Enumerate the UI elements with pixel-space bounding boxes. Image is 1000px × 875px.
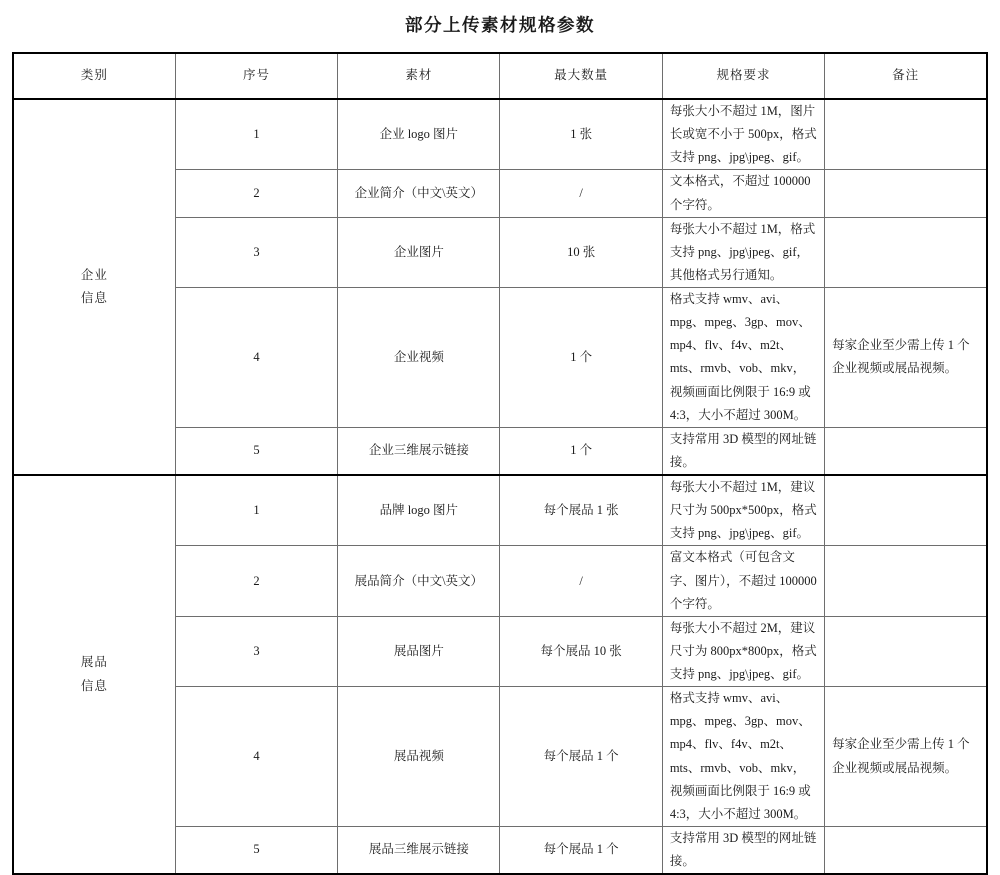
- row-index: 2: [175, 546, 337, 616]
- remarks: 每家企业至少需上传 1 个企业视频或展品视频。: [825, 687, 987, 827]
- spec-requirement: 支持常用 3D 模型的网址链接。: [662, 826, 824, 874]
- material-name: 展品简介（中文\英文）: [338, 546, 500, 616]
- material-name: 品牌 logo 图片: [338, 475, 500, 546]
- remarks: [825, 616, 987, 686]
- material-name: 企业图片: [338, 217, 500, 287]
- max-quantity: 1 个: [500, 288, 662, 428]
- remarks: 每家企业至少需上传 1 个企业视频或展品视频。: [825, 288, 987, 428]
- remarks: [825, 99, 987, 170]
- remarks: [825, 170, 987, 217]
- row-index: 1: [175, 99, 337, 170]
- spec-requirement: 每张大小不超过 1M，建议尺寸为 500px*500px，格式支持 png、jpg\jpeg、gif。: [662, 475, 824, 546]
- max-quantity: /: [500, 170, 662, 217]
- page-title: 部分上传素材规格参数: [405, 15, 595, 35]
- column-header-index: 序号: [175, 53, 337, 99]
- spec-requirement: 每张大小不超过 1M，图片长或宽不小于 500px，格式支持 png、jpg\jpeg、gif。: [662, 99, 824, 170]
- max-quantity: 每个展品 10 张: [500, 616, 662, 686]
- material-name: 展品三维展示链接: [338, 826, 500, 874]
- spec-requirement: 富文本格式（可包含文字、图片），不超过 100000 个字符。: [662, 546, 824, 616]
- material-name: 展品视频: [338, 687, 500, 827]
- row-index: 3: [175, 616, 337, 686]
- table-row: [13, 475, 987, 546]
- column-header-spec-requirement: 规格要求: [662, 53, 824, 99]
- category-label-line2: 信息: [80, 291, 108, 305]
- remarks: [825, 475, 987, 546]
- row-index: 3: [175, 217, 337, 287]
- material-name: 企业三维展示链接: [338, 427, 500, 475]
- category-cell-enterprise: [13, 99, 175, 475]
- remarks: [825, 546, 987, 616]
- spec-requirement: 格式支持 wmv、avi、mpg、mpeg、3gp、mov、mp4、flv、f4v、m2t、mts、rmvb、vob、mkv，视频画面比例限于 16:9 或 4:3，大小不超过 300M。: [662, 288, 824, 428]
- table-row: [13, 99, 987, 170]
- material-name: 企业简介（中文\英文）: [338, 170, 500, 217]
- spec-requirement: 每张大小不超过 1M，格式支持 png、jpg\jpeg、gif，其他格式另行通知。: [662, 217, 824, 287]
- spec-requirement: 格式支持 wmv、avi、mpg、mpeg、3gp、mov、mp4、flv、f4v、m2t、mts、rmvb、vob、mkv，视频画面比例限于 16:9 或 4:3，大小不超过 300M。: [662, 687, 824, 827]
- category-label-line1: 企业: [80, 267, 108, 282]
- column-header-max-quantity: 最大数量: [500, 53, 662, 99]
- category-cell-exhibit: [13, 475, 175, 874]
- header-row: [13, 53, 987, 99]
- remarks: [825, 217, 987, 287]
- spec-requirement: 支持常用 3D 模型的网址链接。: [662, 427, 824, 475]
- column-header-material: 素材: [338, 53, 500, 99]
- max-quantity: 每个展品 1 个: [500, 826, 662, 874]
- category-label-line2: 信息: [80, 678, 108, 693]
- table-header: [13, 53, 987, 99]
- table-body: [13, 99, 987, 874]
- row-index: 4: [175, 687, 337, 827]
- max-quantity: 每个展品 1 张: [500, 475, 662, 546]
- max-quantity: /: [500, 546, 662, 616]
- material-name: 企业视频: [338, 288, 500, 428]
- max-quantity: 10 张: [500, 217, 662, 287]
- column-header-remarks: 备注: [825, 53, 987, 99]
- row-index: 5: [175, 427, 337, 475]
- row-index: 1: [175, 475, 337, 546]
- column-header-category: 类别: [13, 53, 175, 99]
- row-index: 2: [175, 170, 337, 217]
- upload-spec-table: [12, 52, 988, 875]
- material-name: 企业 logo 图片: [338, 99, 500, 170]
- spec-requirement: 文本格式，不超过 100000 个字符。: [662, 170, 824, 217]
- row-index: 4: [175, 288, 337, 428]
- category-label-line1: 展品: [80, 655, 108, 670]
- row-index: 5: [175, 826, 337, 874]
- spec-requirement: 每张大小不超过 2M，建议尺寸为 800px*800px，格式支持 png、jpg\jpeg、gif。: [662, 616, 824, 686]
- max-quantity: 1 个: [500, 427, 662, 475]
- remarks: [825, 427, 987, 475]
- max-quantity: 1 张: [500, 99, 662, 170]
- remarks: [825, 826, 987, 874]
- material-name: 展品图片: [338, 616, 500, 686]
- max-quantity: 每个展品 1 个: [500, 687, 662, 827]
